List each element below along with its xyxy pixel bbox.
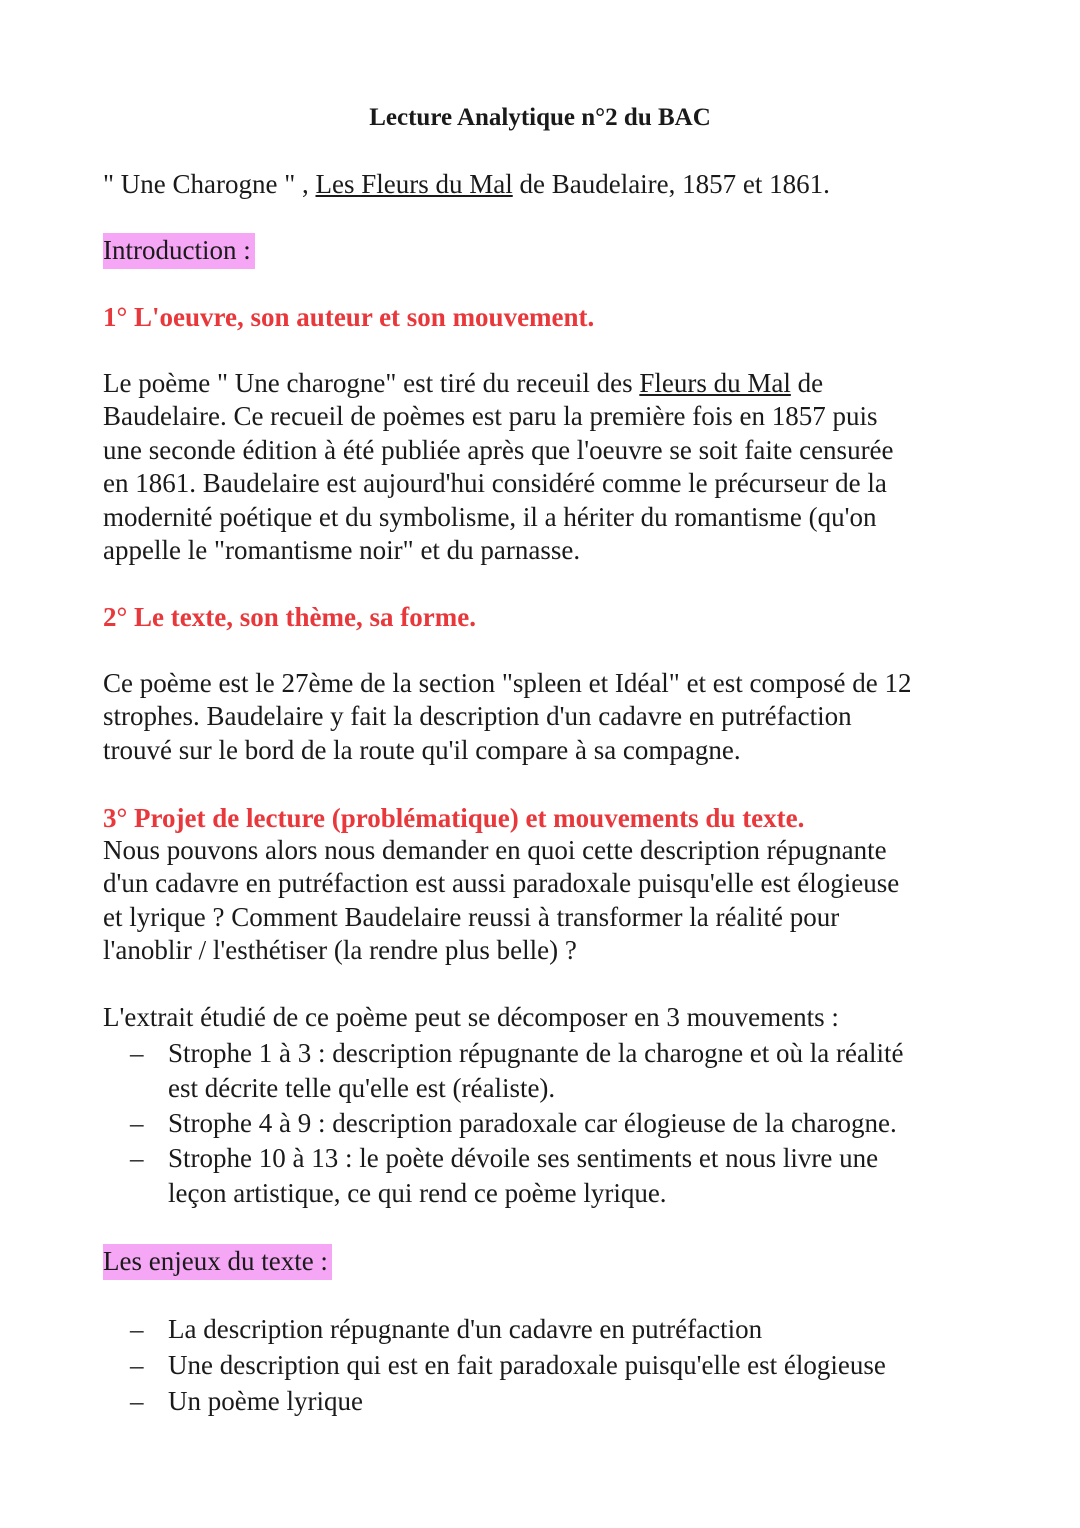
- bullet-dash: –: [130, 1350, 144, 1380]
- section3-heading: 3° Projet de lecture (problématique) et mouvements du texte.: [103, 803, 805, 833]
- list-item-line: La description répugnante d'un cadavre en putréfaction: [168, 1314, 763, 1344]
- section1-paragraph: [103, 367, 1003, 567]
- list-item-line: est décrite telle qu'elle est (réaliste).: [168, 1073, 556, 1103]
- paragraph-line: l'anoblir / l'esthétiser (la rendre plus belle) ?: [103, 935, 577, 966]
- paragraph-line: d'un cadavre en putréfaction est aussi paradoxale puisqu'elle est élogieuse: [103, 868, 900, 899]
- bullet-dash: –: [130, 1143, 144, 1173]
- paragraph-line: L'extrait étudié de ce poème peut se décomposer en 3 mouvements :: [103, 1002, 839, 1032]
- bullet-dash: –: [130, 1108, 144, 1138]
- list-item: [130, 1311, 1010, 1347]
- paragraph-line: et lyrique ? Comment Baudelaire reussi à transformer la réalité pour: [103, 901, 840, 932]
- section3-paragraph: [103, 834, 1003, 968]
- bullet-dash: –: [130, 1038, 144, 1068]
- enjeux-label: Les enjeux du texte :: [103, 1244, 332, 1280]
- paragraph-line: Baudelaire. Ce recueil de poèmes est paru la première fois en 1857 puis: [103, 401, 878, 432]
- section1-heading: 1° L'oeuvre, son auteur et son mouvement.: [103, 302, 595, 332]
- list-item-line: Une description qui est en fait paradoxale puisqu'elle est élogieuse: [168, 1350, 886, 1380]
- list-item: [130, 1036, 1010, 1106]
- movements-intro: [103, 1001, 1003, 1034]
- paragraph-line: en 1861. Baudelaire est aujourd'hui considéré comme le précurseur de la: [103, 468, 887, 499]
- text-segment: Le poème " Une charogne" est tiré du receuil des: [103, 368, 640, 398]
- list-item-line: Un poème lyrique: [168, 1386, 363, 1416]
- list-item: [130, 1347, 1010, 1383]
- subtitle-poem: " Une Charogne " ,: [103, 169, 316, 199]
- list-item-line: Strophe 10 à 13 : le poète dévoile ses sentiments et nous livre une: [168, 1143, 879, 1173]
- text-segment: de: [790, 368, 824, 398]
- subtitle-book-title: Les Fleurs du Mal: [315, 169, 513, 199]
- subtitle: [103, 167, 830, 201]
- paragraph-line: modernité poétique et du symbolisme, il a hériter du romantisme (qu'on: [103, 501, 877, 532]
- introduction-label: Introduction :: [103, 233, 255, 269]
- bullet-dash: –: [130, 1314, 144, 1344]
- list-item-line: leçon artistique, ce qui rend ce poème lyrique.: [168, 1178, 667, 1208]
- paragraph-line: Ce poème est le 27ème de la section "spleen et Idéal" et est composé de 12: [103, 668, 912, 698]
- list-item-line: Strophe 4 à 9 : description paradoxale car élogieuse de la charogne.: [168, 1108, 897, 1138]
- movements-list: [130, 1036, 1010, 1211]
- list-item-line: Strophe 1 à 3 : description répugnante de la charogne et où la réalité: [168, 1038, 904, 1068]
- section2-paragraph: [103, 667, 1003, 767]
- paragraph-line: [103, 367, 1003, 400]
- list-item: [130, 1106, 1010, 1141]
- book-title-underlined: Fleurs du Mal: [639, 368, 791, 398]
- paragraph-line: trouvé sur le bord de la route qu'il compare à sa compagne.: [103, 734, 741, 765]
- paragraph-line: strophes. Baudelaire y fait la description d'un cadavre en putréfaction: [103, 701, 852, 732]
- paragraph-line: appelle le "romantisme noir" et du parnasse.: [103, 534, 581, 565]
- section2-heading: 2° Le texte, son thème, sa forme.: [103, 602, 476, 632]
- paragraph-line: une seconde édition à été publiée après que l'oeuvre se soit faite censurée: [103, 434, 894, 465]
- subtitle-author-dates: de Baudelaire, 1857 et 1861.: [512, 169, 830, 199]
- list-item: [130, 1141, 1010, 1211]
- page-title: Lecture Analytique n°2 du BAC: [369, 104, 711, 131]
- enjeux-list: [130, 1311, 1010, 1419]
- paragraph-line: Nous pouvons alors nous demander en quoi cette description répugnante: [103, 835, 887, 865]
- list-item: [130, 1383, 1010, 1419]
- bullet-dash: –: [130, 1386, 144, 1416]
